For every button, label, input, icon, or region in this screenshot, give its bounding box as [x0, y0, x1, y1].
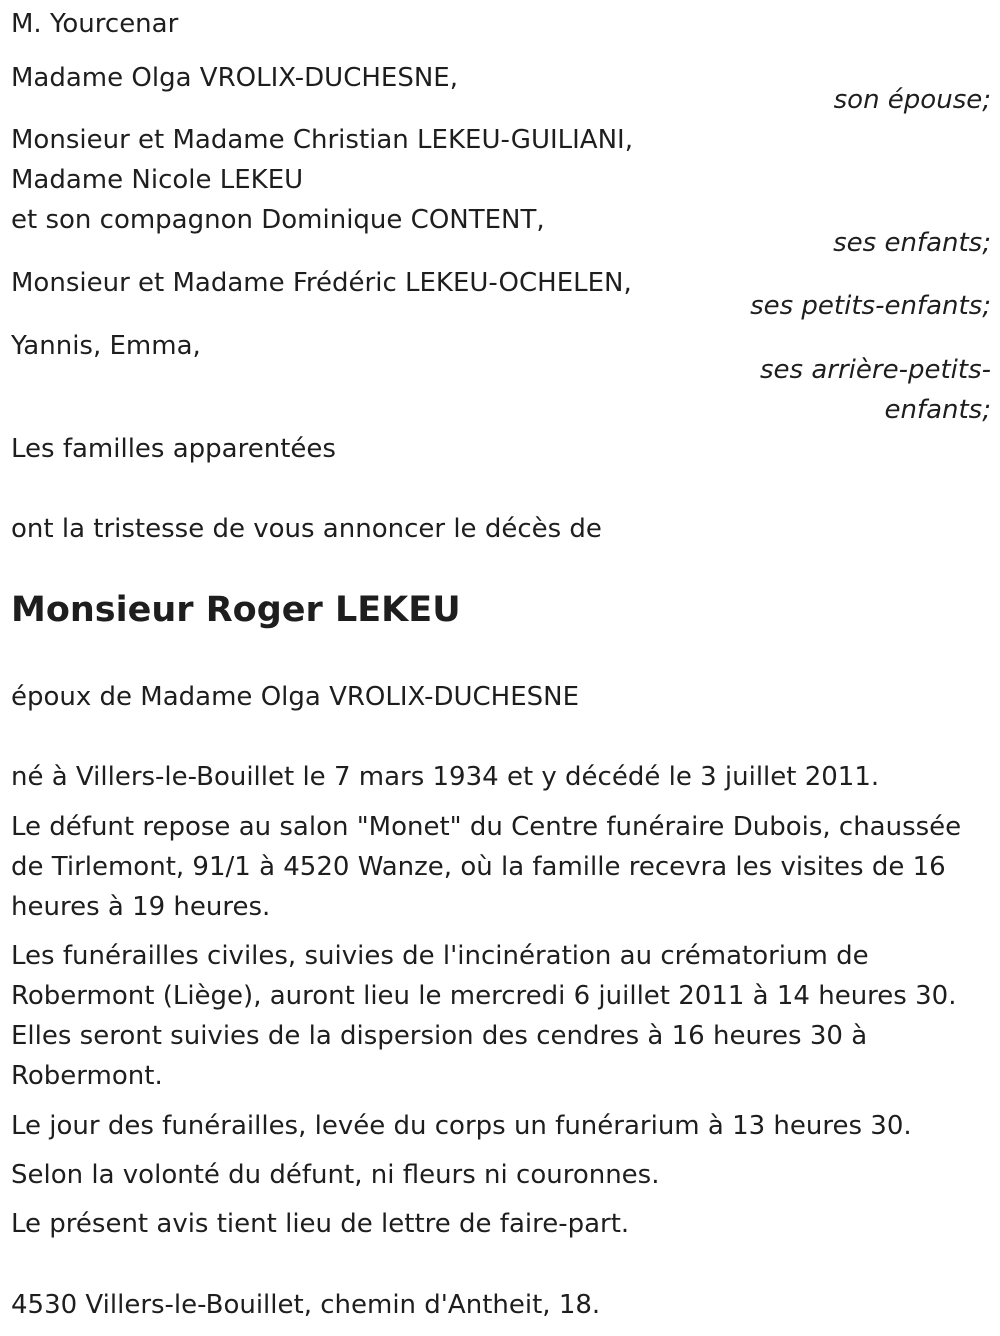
header-name: M. Yourcenar: [11, 9, 179, 39]
announcement-line: ont la tristesse de vous annoncer le décès de: [11, 514, 602, 544]
family-grandchildren-name: Monsieur et Madame Frédéric LEKEU-OCHELEN,: [11, 268, 632, 298]
repose-paragraph-line-2: de Tirlemont, 91/1 à 4520 Wanze, où la famille recevra les visites de 16: [11, 852, 946, 882]
birth-death-paragraph: né à Villers-le-Bouillet le 7 mars 1934 et y décédé le 3 juillet 2011.: [11, 762, 880, 792]
notice-paragraph: Le présent avis tient lieu de lettre de faire-part.: [11, 1209, 630, 1239]
family-spouse-role: son épouse;: [833, 85, 991, 115]
family-children-line-1: Monsieur et Madame Christian LEKEU-GUILIANI,: [11, 125, 633, 155]
spouse-line: époux de Madame Olga VROLIX-DUCHESNE: [11, 682, 580, 712]
funeral-paragraph-line-4: Robermont.: [11, 1061, 163, 1091]
funeral-paragraph-line-1: Les funérailles civiles, suivies de l'incinération au crématorium de: [11, 941, 869, 971]
repose-paragraph-line-1: Le défunt repose au salon "Monet" du Centre funéraire Dubois, chaussée: [11, 812, 962, 842]
deceased-name: Monsieur Roger LEKEU: [11, 590, 461, 630]
family-children-line-2: Madame Nicole LEKEU: [11, 165, 304, 195]
family-grandchildren-role: ses petits-enfants;: [750, 291, 991, 321]
family-great-grandchildren-role-line-2: enfants;: [884, 395, 991, 425]
family-spouse-name: Madame Olga VROLIX-DUCHESNE,: [11, 63, 458, 93]
flowers-paragraph: Selon la volonté du défunt, ni fleurs ni couronnes.: [11, 1160, 660, 1190]
funeral-day-paragraph: Le jour des funérailles, levée du corps un funérarium à 13 heures 30.: [11, 1111, 912, 1141]
family-children-role: ses enfants;: [833, 228, 991, 258]
funeral-paragraph-line-2: Robermont (Liège), auront lieu le mercredi 6 juillet 2011 à 14 heures 30.: [11, 981, 957, 1011]
family-children-line-3: et son compagnon Dominique CONTENT,: [11, 205, 545, 235]
family-great-grandchildren-name: Yannis, Emma,: [11, 331, 201, 361]
funeral-paragraph-line-3: Elles seront suivies de la dispersion des cendres à 16 heures 30 à: [11, 1021, 868, 1051]
family-great-grandchildren-role-line-1: ses arrière-petits-: [760, 355, 991, 385]
address-line: 4530 Villers-le-Bouillet, chemin d'Antheit, 18.: [11, 1290, 601, 1320]
relatives-line: Les familles apparentées: [11, 434, 336, 464]
repose-paragraph-line-3: heures à 19 heures.: [11, 892, 271, 922]
